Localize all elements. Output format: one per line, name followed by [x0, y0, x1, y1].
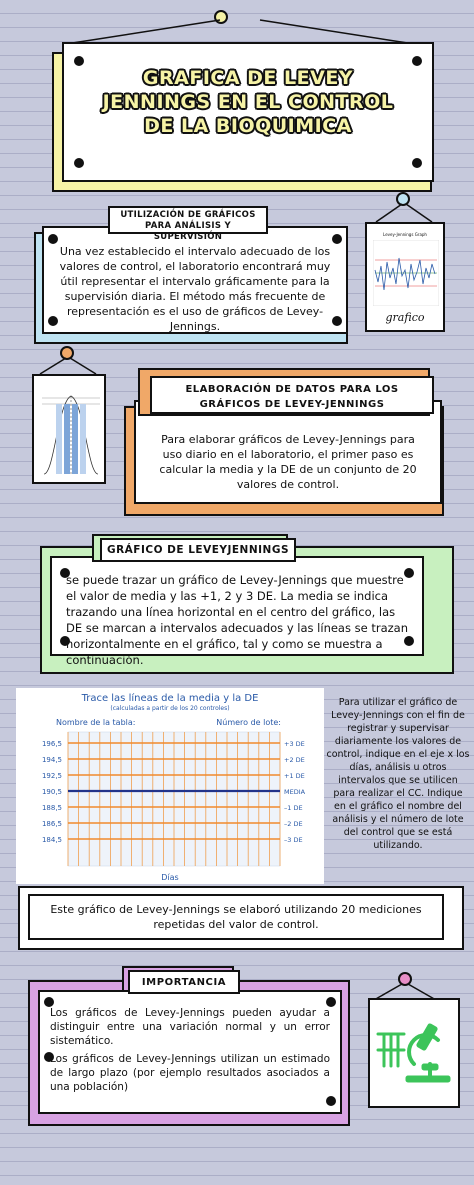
chart-subtitle: (calculadas a partir de los 20 controles) — [110, 705, 230, 712]
section1-text: Una vez establecido el intervalo adecuado de los valores de control, el laboratorio encontrará muy útil representar el intervalo gráficamente para la supervisión diaria. El método más frecuente de representación es el uso de gráficos de Levey-Jennings. — [59, 245, 331, 333]
chart-y-tick-label: 188,5 — [41, 804, 62, 812]
chart-sd-label: +2 DE — [284, 756, 305, 764]
chart-sd-label: –3 DE — [284, 836, 303, 844]
image1-title: Levey-Jennings Graph — [383, 232, 427, 237]
image1-frame — [365, 222, 445, 332]
chart-sd-label: –1 DE — [284, 804, 303, 812]
importance-card — [38, 990, 342, 1114]
levey-jennings-chart — [16, 688, 324, 884]
image1-caption: grafico — [385, 311, 425, 324]
chart-y-tick-label: 190,5 — [41, 788, 62, 796]
image1-graph — [373, 240, 439, 306]
section3-card — [50, 556, 424, 667]
image2-hanger — [36, 356, 100, 376]
image2-bell-curve — [40, 382, 102, 478]
chart-y-tick-label: 186,5 — [41, 820, 62, 828]
chart-y-tick-label: 196,5 — [41, 740, 62, 748]
microscope-icon — [400, 1020, 456, 1090]
chart-sd-label: MEDIA — [284, 788, 306, 796]
chart-lot-label: Número de lote: — [216, 718, 281, 727]
section2-heading: ELABORACIÓN DE DATOS PARA LOS GRÁFICOS DE LEVEY-JENNINGS — [150, 376, 434, 414]
section3-heading: GRÁFICO DE LEVEYJENNINGS — [100, 538, 296, 562]
image1-hanger — [372, 202, 436, 224]
importance-dot — [326, 1096, 336, 1106]
chart-y-tick-label: 194,5 — [41, 756, 62, 764]
section3-text: se puede trazar un gráfico de Levey-Jennings que muestre el valor de media y las +1, 2 y 3 DE. La media se indica trazando una línea horizontal en el centro del gráfico, las DE se marcan a intervalos adecuados y las líneas se trazan horizontalmente en el gráfico, tal y como se muestra a continuación. — [66, 573, 409, 667]
chart-table-name-label: Nombre de la tabla: — [56, 718, 136, 727]
chart-xlabel: Días — [161, 873, 179, 882]
chart-sd-label: +3 DE — [284, 740, 305, 748]
section1-dot — [48, 234, 58, 244]
section1-dot — [332, 234, 342, 244]
note-text: Este gráfico de Levey-Jennings se elaboró utilizando 20 mediciones repetidas del valor de control. — [50, 903, 422, 931]
chart-sd-label: –2 DE — [284, 820, 303, 828]
page-title: GRAFICA DE LEVEY JENNINGS EN EL CONTROL DE LA BIOQUIMICA — [102, 67, 394, 137]
chart-y-tick-label: 184,5 — [41, 836, 62, 844]
title-card-dot — [412, 56, 422, 66]
chart-y-tick-label: 192,5 — [41, 772, 62, 780]
image3-frame — [368, 998, 460, 1108]
importance-heading: IMPORTANCIA — [128, 970, 240, 994]
title-card-dot — [412, 158, 422, 168]
title-card — [62, 42, 434, 182]
importance-paragraph-2: Los gráficos de Levey-Jennings utilizan un estimado de largo plazo (por ejemplo resultados asociados a una población) — [50, 1053, 330, 1093]
chart-sd-label: +1 DE — [284, 772, 305, 780]
image2-frame — [32, 374, 106, 484]
chart-title: Trace las líneas de la media y la DE — [81, 693, 259, 704]
title-card-dot — [74, 158, 84, 168]
note-card — [28, 894, 444, 940]
section2-text: Para elaborar gráficos de Levey-Jennings para uso diario en el laboratorio, el primer paso es calcular la media y la DE de un conjunto de 20 valores de control. — [159, 433, 417, 491]
importance-paragraph-1: Los gráficos de Levey-Jennings pueden ayudar a distinguir entre una variación normal y un error sistemático. — [50, 1007, 330, 1047]
side-note: Para utilizar el gráfico de Levey-Jennings con el fin de registrar y supervisar diariamente los valores de control, indique en el eje x los días, análisis u otros intervalos que se utilicen para realizar el CC. Indique en el gráfico el nombre del análisis y el número de lote del control que se está utilizando. — [326, 697, 470, 851]
chart-card — [16, 688, 324, 884]
title-card-dot — [74, 56, 84, 66]
section1-heading: UTILIZACIÓN DE GRÁFICOS PARA ANÁLISIS Y SUPERVISIÓN — [108, 206, 268, 234]
